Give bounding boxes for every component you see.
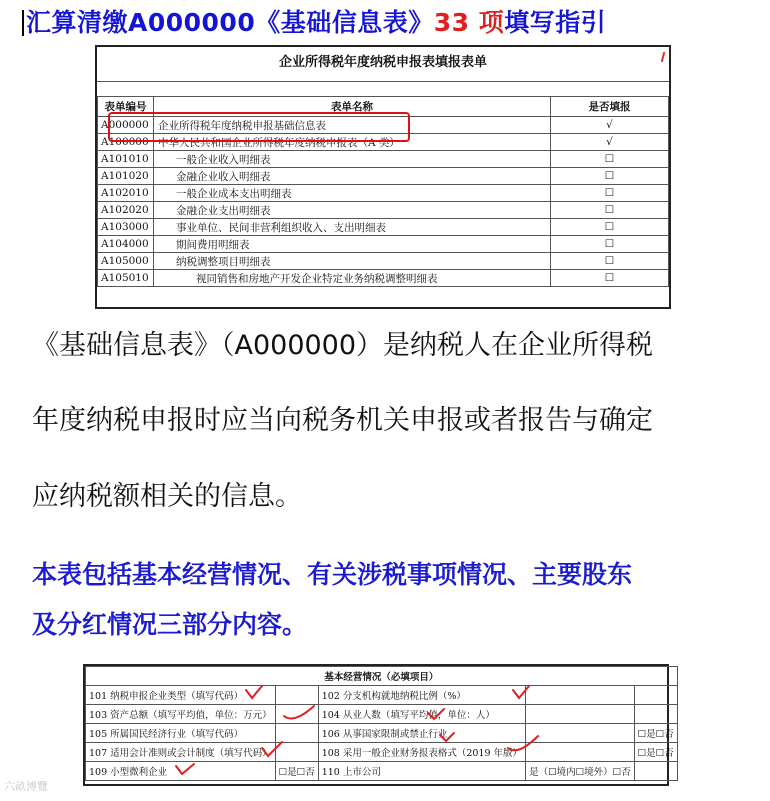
check-mark-101 (246, 686, 262, 698)
paragraph-line-2: 年度纳税申报时应当向税务机关申报或者报告与确定 (32, 405, 653, 436)
basic-info-cell: ☐是☐否 (634, 724, 677, 743)
form-check: ☐ (551, 202, 669, 219)
check-mark-109 (176, 764, 194, 774)
basic-info-cell: 103 资产总额（填写平均值，单位：万元） (86, 705, 276, 724)
basic-info-cell: 101 纳税申报企业类型（填写代码） (86, 686, 276, 705)
form-code: A105010 (98, 270, 154, 287)
basic-info-cell: 102 分支机构就地纳税比例（%） (318, 686, 525, 705)
header-filled: 是否填报 (551, 97, 669, 117)
form-check: ☐ (551, 236, 669, 253)
form-name: 中华人民共和国企业所得税年度纳税申报表（A 类） (154, 134, 551, 151)
basic-info-cell: 106 从事国家限制或禁止行业 (318, 724, 525, 743)
form-code: A102010 (98, 185, 154, 202)
form-code: A101010 (98, 151, 154, 168)
form-check: ☐ (551, 168, 669, 185)
paragraph-line-1: 《基础信息表》（A000000）是纳税人在企业所得税 (32, 330, 654, 361)
check-mark-107b (440, 733, 454, 741)
form-code: A101020 (98, 168, 154, 185)
check-mark-108 (508, 736, 538, 750)
watermark: 六畝博覽 (4, 780, 48, 793)
form-name: 视同销售和房地产开发企业特定业务纳税调整明细表 (154, 270, 551, 287)
form-name: 企业所得税年度纳税申报基础信息表 (154, 117, 551, 134)
check-mark-103 (284, 706, 314, 718)
form-name: 一般企业收入明细表 (154, 151, 551, 168)
form-check: √ (551, 117, 669, 134)
form-check: ☐ (551, 185, 669, 202)
form-code: A000000 (98, 117, 154, 134)
form-code: A105000 (98, 253, 154, 270)
check-mark-104 (428, 709, 444, 719)
form-list-title: 企业所得税年度纳税申报表填报表单 (97, 47, 669, 82)
header-code: 表单编号 (98, 97, 154, 117)
basic-info-cell: 108 采用一般企业财务报表格式（2019 年版） (318, 743, 525, 762)
form-check: ☐ (551, 151, 669, 168)
basic-info-cell: 104 从业人数（填写平均值，单位：人） (318, 705, 525, 724)
form-check: √ (551, 134, 669, 151)
form-name: 纳税调整项目明细表 (154, 253, 551, 270)
basic-info-cell: 是（☐境内☐境外）☐否 (526, 762, 635, 781)
basic-info-cell: 109 小型微利企业 (86, 762, 276, 781)
form-code: A103000 (98, 219, 154, 236)
basic-info-cell: 107 适用会计准则或会计制度（填写代码） (86, 743, 276, 762)
form-name: 事业单位、民间非营利组织收入、支出明细表 (154, 219, 551, 236)
check-mark-107 (262, 742, 282, 756)
highlight-line-1: 本表包括基本经营情况、有关涉税事项情况、主要股东 (32, 560, 633, 589)
form-check: ☐ (551, 219, 669, 236)
basic-info-cell: ☐是☐否 (634, 743, 677, 762)
paragraph-line-3: 应纳税额相关的信息。 (32, 481, 302, 512)
title-count: 33 项 (433, 8, 505, 37)
basic-info-header: 基本经营情况（必填项目） (86, 667, 678, 686)
form-check: ☐ (551, 253, 669, 270)
form-name: 一般企业成本支出明细表 (154, 185, 551, 202)
form-code: A102020 (98, 202, 154, 219)
form-name: 期间费用明细表 (154, 236, 551, 253)
basic-info-cell: 105 所属国民经济行业（填写代码） (86, 724, 276, 743)
form-code: A104000 (98, 236, 154, 253)
basic-info-cell: ☐是☐否 (275, 762, 318, 781)
form-name: 金融企业支出明细表 (154, 202, 551, 219)
header-name: 表单名称 (154, 97, 551, 117)
title-suffix: 填写指引 (504, 8, 607, 37)
check-mark-102 (513, 686, 529, 698)
highlight-line-2: 及分红情况三部分内容。 (32, 610, 308, 639)
form-check: ☐ (551, 270, 669, 287)
basic-info-cell: 110 上市公司 (318, 762, 525, 781)
form-name: 金融企业收入明细表 (154, 168, 551, 185)
form-code: A100000 (98, 134, 154, 151)
title-prefix: 汇算清缴A000000《基础信息表》 (26, 8, 434, 37)
